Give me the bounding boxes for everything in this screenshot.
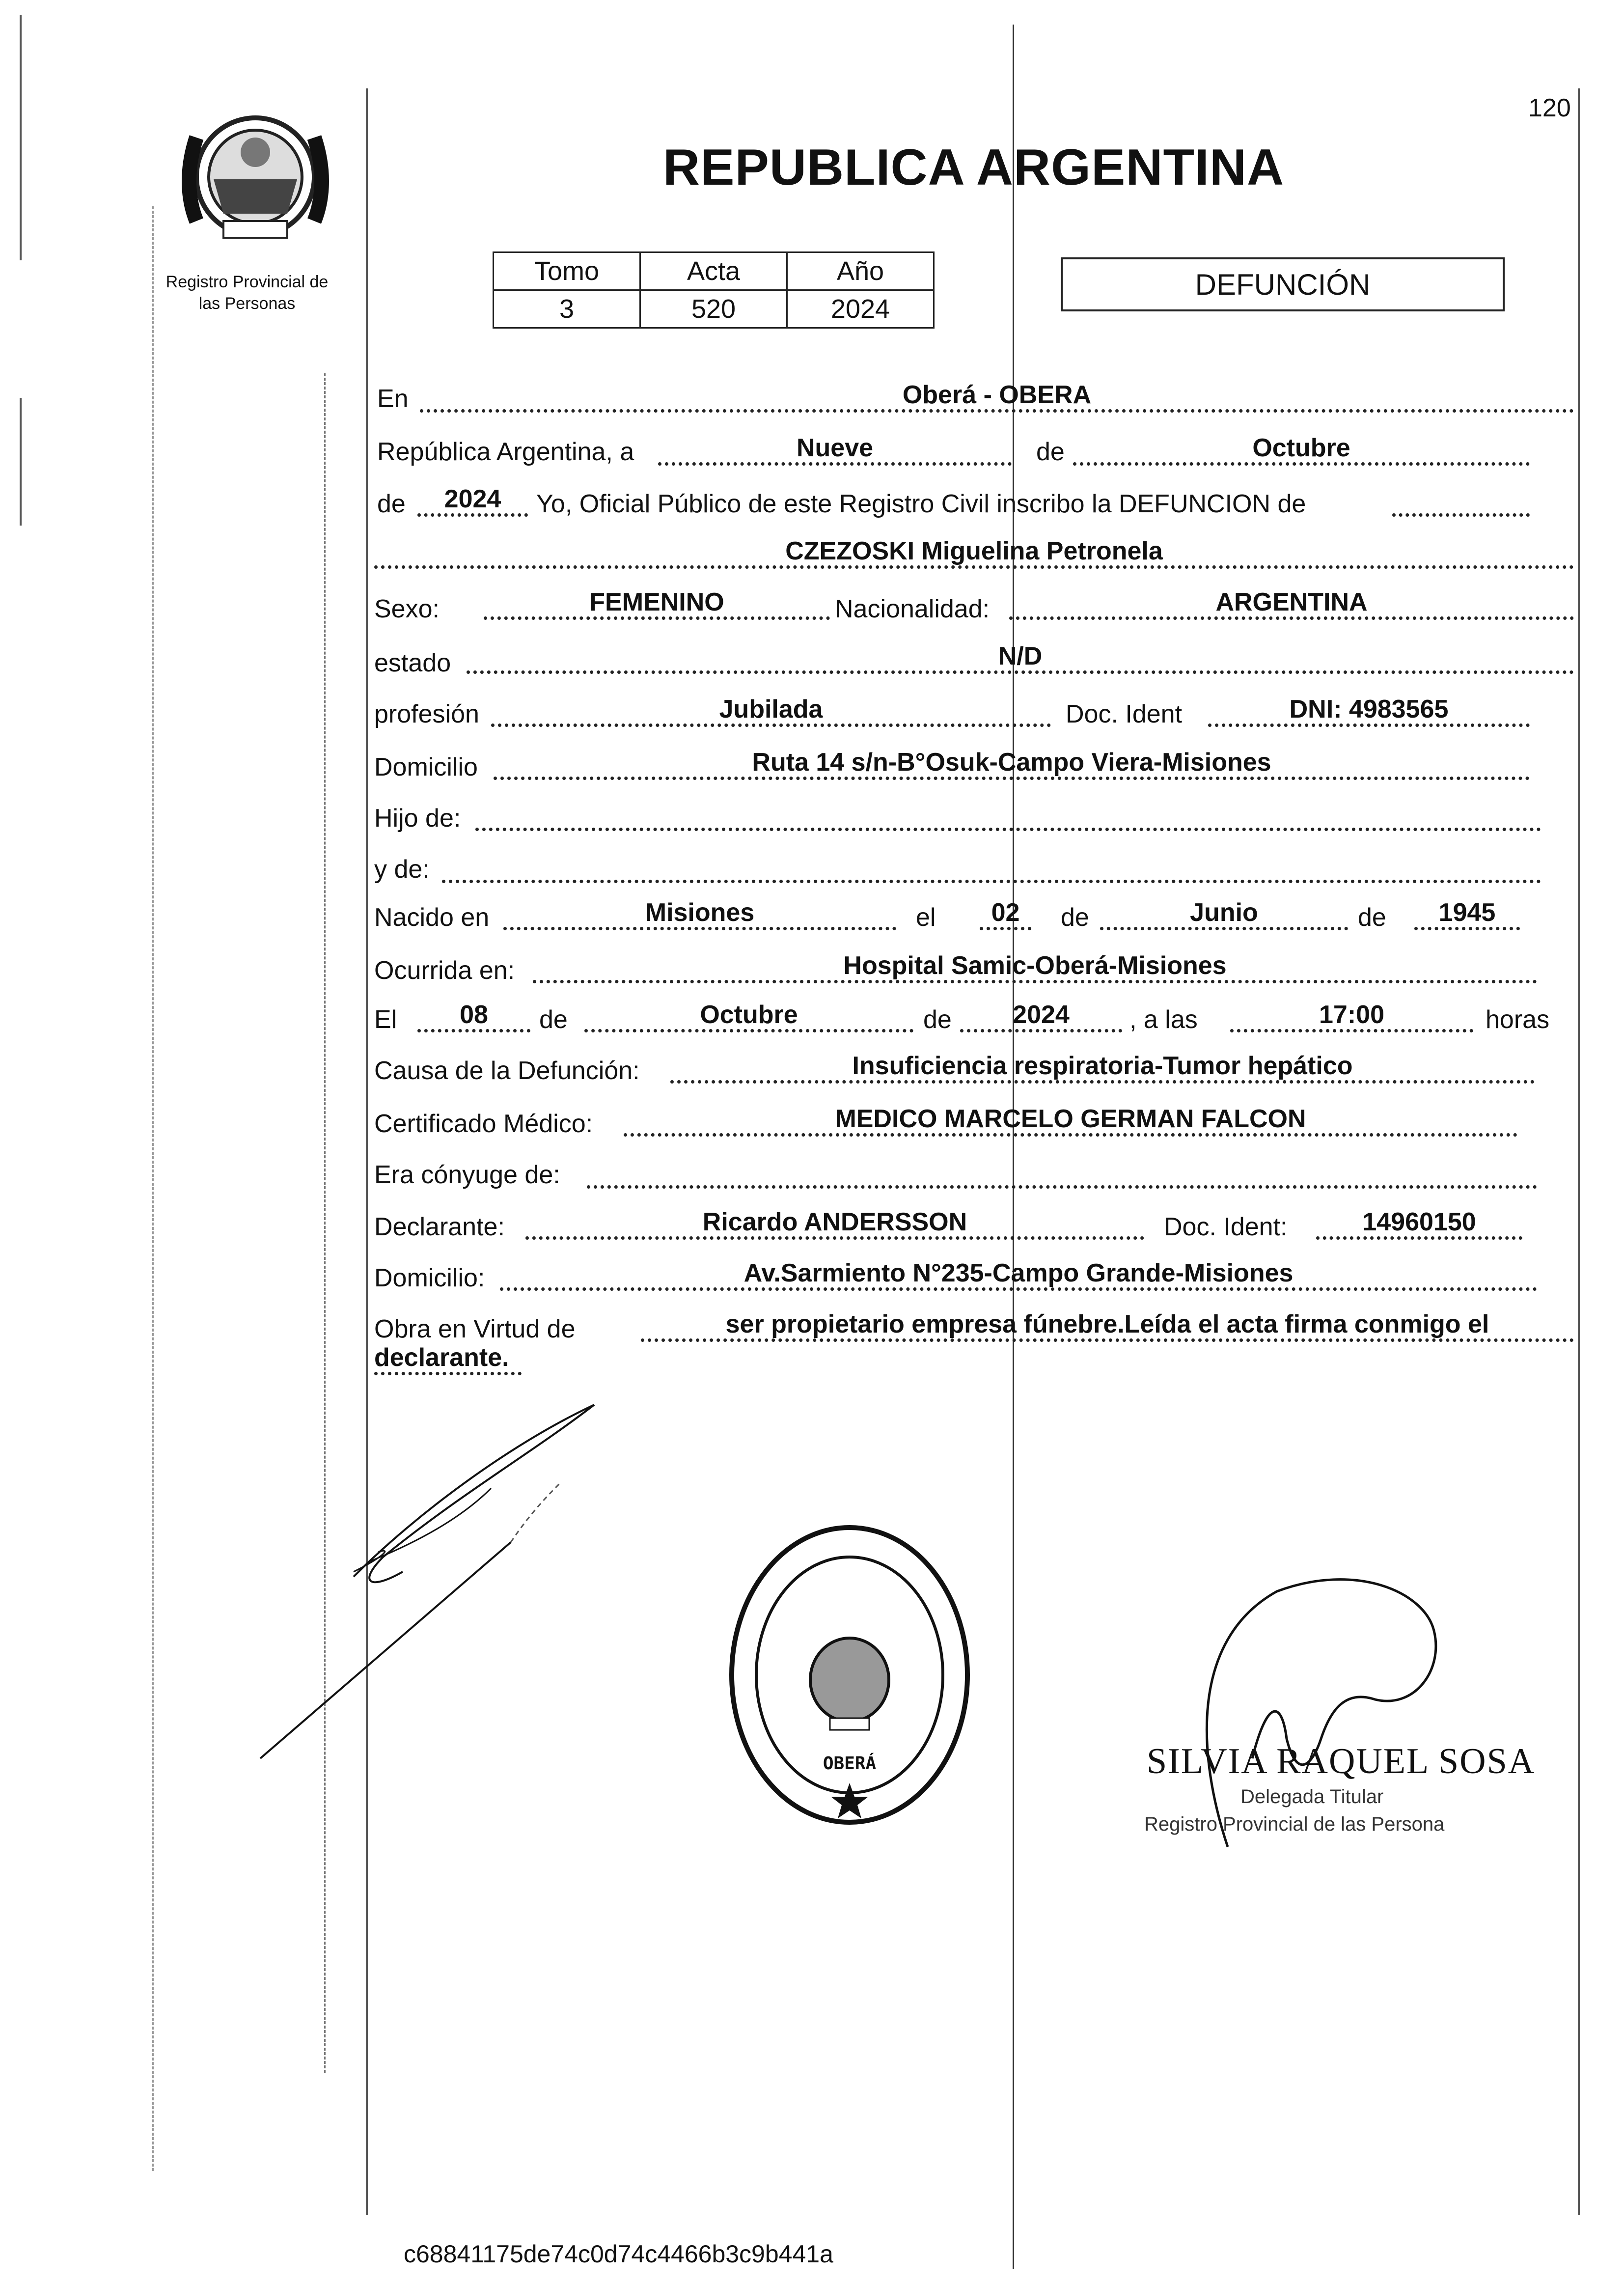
death-el-label: El: [374, 1005, 397, 1034]
certificate-value: MEDICO MARCELO GERMAN FALCON: [835, 1105, 1306, 1133]
born-label: Nacido en: [374, 903, 490, 932]
profession-value: Jubilada: [719, 695, 823, 724]
death-time-value: 17:00: [1319, 1001, 1384, 1029]
son-of-label: Hijo de:: [374, 804, 461, 833]
virtue-line1-value: ser propietario empresa fúnebre.Leída el acta firma conmigo el: [725, 1310, 1489, 1338]
statement-fill: [1392, 486, 1530, 517]
margin-dashed-line: [152, 206, 154, 2171]
nationality-field: [1009, 589, 1574, 620]
month-field: [1073, 435, 1530, 466]
declarant-domicile-label: Domicilio:: [374, 1264, 485, 1292]
registry-value-row: [494, 290, 934, 328]
handwritten-signature-icon: [1169, 1552, 1483, 1857]
born-place-field: [503, 900, 896, 930]
sex-label: Sexo:: [374, 595, 440, 623]
year-value: 2024: [444, 485, 501, 513]
spouse-field: [587, 1158, 1537, 1189]
profession-label: profesión: [374, 700, 479, 728]
born-day-field: [980, 900, 1031, 930]
registry-header-row: [494, 252, 934, 290]
born-day-value: 02: [991, 898, 1020, 927]
domicile-value: Ruta 14 s/n-B°Osuk-Campo Viera-Misiones: [752, 748, 1271, 777]
declarant-doc-label: Doc. Ident:: [1164, 1213, 1288, 1241]
margin-dashed-line: [324, 373, 326, 2073]
declarant-doc-field: [1316, 1209, 1522, 1240]
marital-label: estado: [374, 649, 451, 677]
virtue-line2-value: declarante.: [374, 1343, 509, 1372]
doc-label: Doc. Ident: [1066, 700, 1183, 728]
declarant-label: Declarante:: [374, 1213, 505, 1241]
occurred-label: Ocurrida en:: [374, 956, 515, 985]
virtue-label: Obra en Virtud de: [374, 1315, 576, 1343]
cause-value: Insuficiencia respiratoria-Tumor hepático: [852, 1052, 1353, 1080]
born-de-label: de: [1061, 903, 1089, 932]
born-year-field: [1414, 900, 1520, 930]
death-de2-label: de: [923, 1005, 952, 1034]
death-day-field: [417, 1002, 530, 1032]
marital-field: [467, 643, 1574, 674]
declarant-doc-value: 14960150: [1362, 1208, 1476, 1236]
born-year-value: 1945: [1438, 898, 1496, 927]
republic-label: República Argentina, a: [377, 438, 634, 466]
doc-value: DNI: 4983565: [1289, 695, 1449, 724]
sex-field: [484, 589, 830, 620]
death-de-label: de: [539, 1005, 568, 1034]
registry-table: [493, 251, 935, 329]
death-year-field: [960, 1002, 1122, 1032]
de-year-label: de: [377, 490, 406, 518]
day-words-field: [658, 435, 1012, 466]
born-place-value: Misiones: [645, 898, 755, 927]
death-day-value: 08: [460, 1001, 488, 1029]
year-field: [417, 486, 528, 517]
content-right-border: [1578, 88, 1580, 2215]
office-caption-line: Registro Provincial de: [165, 273, 329, 291]
occurred-place-field: [533, 953, 1537, 983]
spouse-label: Era cónyuge de:: [374, 1161, 560, 1189]
tomo-header: Tomo: [494, 252, 640, 290]
profession-field: [491, 696, 1051, 727]
official-stamp: [722, 1518, 977, 1832]
cause-label: Causa de la Defunción:: [374, 1057, 640, 1085]
content-left-border: [366, 88, 368, 2215]
declarant-value: Ricardo ANDERSSON: [702, 1208, 967, 1236]
year-header: Año: [787, 252, 934, 290]
and-of-label: y de:: [374, 855, 430, 884]
left-edge-line: [20, 15, 22, 260]
son-of-field: [475, 801, 1541, 831]
place-field: [420, 382, 1574, 413]
deceased-name-field: [374, 538, 1574, 569]
marital-value: N/D: [998, 642, 1043, 670]
stamp-city: OBERÁ: [823, 1753, 877, 1774]
year-value: 2024: [787, 290, 934, 328]
cause-field: [670, 1053, 1535, 1084]
document-hash: c68841175de74c0d74c4466b3c9b441a: [404, 2240, 833, 2268]
month-value: Octubre: [1252, 434, 1350, 462]
province-emblem-logo: [177, 98, 334, 255]
declarant-domicile-value: Av.Sarmiento N°235-Campo Grande-Misiones: [743, 1259, 1294, 1287]
virtue-line2-field: [374, 1345, 522, 1375]
certificate-field: [624, 1106, 1517, 1137]
page-fold-line: [1013, 25, 1014, 2269]
office-caption: [146, 271, 348, 314]
virtue-line1-field: [641, 1311, 1574, 1342]
born-de2-label: de: [1358, 903, 1386, 932]
certificate-label: Certificado Médico:: [374, 1110, 593, 1138]
at-label: , a las: [1129, 1005, 1198, 1034]
and-of-field: [442, 853, 1541, 883]
nationality-value: ARGENTINA: [1215, 588, 1368, 616]
death-month-value: Octubre: [700, 1001, 798, 1029]
acta-value: 520: [640, 290, 787, 328]
sex-value: FEMENINO: [589, 588, 724, 616]
occurred-place-value: Hospital Samic-Oberá-Misiones: [843, 951, 1227, 980]
emblem-icon: [177, 98, 334, 255]
nationality-label: Nacionalidad:: [835, 595, 990, 623]
record-type-box: DEFUNCIÓN: [1061, 257, 1505, 311]
left-edge-line: [20, 398, 22, 526]
page-number: 120: [1528, 94, 1571, 122]
officer-organization: Registro Provincial de las Persona: [1144, 1813, 1445, 1835]
domicile-field: [494, 750, 1530, 780]
acta-header: Acta: [640, 252, 787, 290]
doc-field: [1208, 696, 1530, 727]
deceased-name-value: CZEZOSKI Miguelina Petronela: [785, 537, 1163, 565]
page-title: REPUBLICA ARGENTINA: [663, 139, 1285, 196]
declarant-domicile-field: [500, 1260, 1537, 1291]
day-words-value: Nueve: [796, 434, 874, 462]
handwritten-signature-icon: [255, 1395, 609, 1768]
officer-title: Delegada Titular: [1240, 1786, 1384, 1808]
death-month-field: [584, 1002, 913, 1032]
born-month-value: Junio: [1190, 898, 1258, 927]
en-label: En: [377, 385, 409, 413]
de-label: de: [1036, 438, 1065, 466]
officer-name: SILVIA RAQUEL SOSA: [1147, 1741, 1536, 1781]
office-caption-line: las Personas: [198, 294, 296, 313]
death-time-field: [1230, 1002, 1473, 1032]
place-value: Oberá - OBERA: [902, 381, 1092, 409]
declarant-signature: [255, 1395, 609, 1768]
death-year-value: 2024: [1013, 1001, 1070, 1029]
domicile-label: Domicilio: [374, 753, 478, 781]
el-label: el: [916, 903, 936, 932]
declarant-field: [525, 1209, 1144, 1240]
statement-text: Yo, Oficial Público de este Registro Civil inscribo la DEFUNCION de: [536, 490, 1306, 518]
officer-signature: [1169, 1552, 1483, 1857]
hours-label: horas: [1486, 1005, 1550, 1034]
born-month-field: [1100, 900, 1348, 930]
tomo-value: 3: [494, 290, 640, 328]
